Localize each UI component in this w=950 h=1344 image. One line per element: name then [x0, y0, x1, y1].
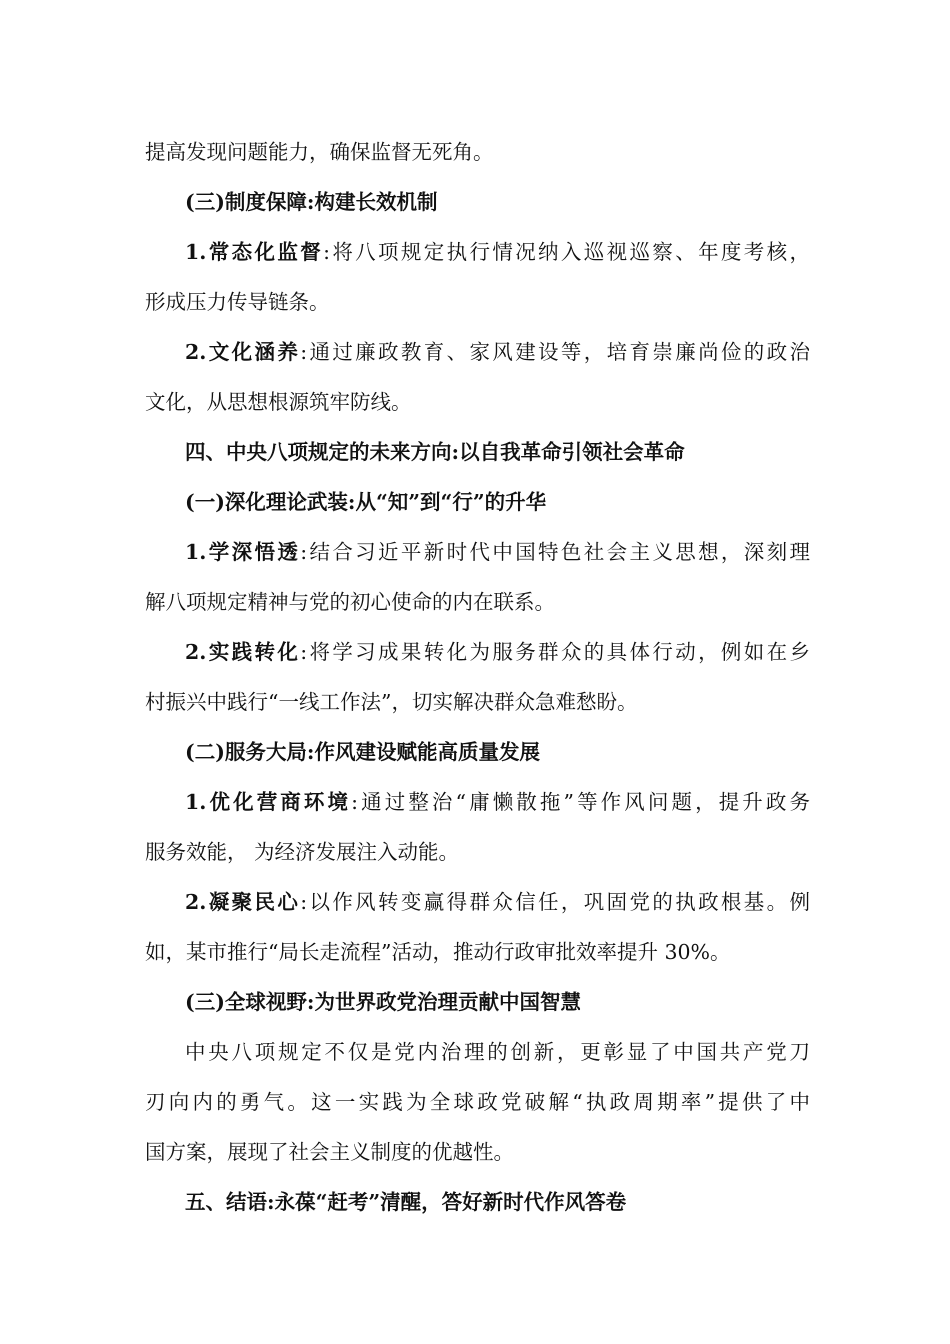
paragraph-line: 如，某市推行“局长走流程”活动，推动行政审批效率提升 30%。 — [145, 940, 731, 964]
item-text: :通过整治“庸懒散拖”等作风问题，提升政务 — [351, 790, 810, 814]
item-label: 1.常态化监督 — [185, 240, 324, 264]
paragraph-line — [185, 337, 810, 367]
paragraph-line — [185, 637, 810, 667]
item-label: 1.学深悟透 — [185, 540, 301, 564]
item-label: 1.优化营商环境 — [185, 790, 352, 814]
paragraph-line — [185, 537, 810, 567]
item-text: :以作风转变赢得群众信任，巩固党的执政根基。例 — [300, 890, 810, 914]
paragraph-line: 文化，从思想根源筑牢防线。 — [145, 390, 412, 414]
item-label: 2.凝聚民心 — [185, 890, 301, 914]
item-label: 2.文化涵养 — [185, 340, 301, 364]
item-text: :将学习成果转化为服务群众的具体行动，例如在乡 — [300, 640, 810, 664]
paragraph-line — [185, 237, 810, 267]
paragraph-line: 刃向内的勇气。这一实践为全球政党破解“执政周期率”提供了中 — [145, 1090, 810, 1114]
paragraph-line: 村振兴中践行“一线工作法”，切实解决群众急难愁盼。 — [145, 690, 638, 714]
section-heading: (一)深化理论武装:从“知”到“行”的升华 — [185, 490, 547, 514]
paragraph-line — [185, 887, 810, 917]
item-text: :通过廉政教育、家风建设等，培育崇廉尚俭的政治 — [300, 340, 810, 364]
item-text: :结合习近平新时代中国特色社会主义思想，深刻理 — [300, 540, 810, 564]
paragraph-line: 服务效能， 为经济发展注入动能。 — [145, 840, 460, 864]
paragraph-line — [185, 787, 810, 817]
item-label: 2.实践转化 — [185, 640, 301, 664]
paragraph-line: 解八项规定精神与党的初心使命的内在联系。 — [145, 590, 555, 614]
section-heading: (三)制度保障:构建长效机制 — [185, 190, 438, 214]
section-heading: (二)服务大局:作风建设赋能高质量发展 — [185, 740, 540, 764]
chapter-heading: 四、中央八项规定的未来方向:以自我革命引领社会革命 — [185, 440, 685, 464]
paragraph-line: 中央八项规定不仅是党内治理的创新，更彰显了中国共产党刀 — [185, 1040, 810, 1064]
chapter-heading: 五、结语:永葆“赶考”清醒，答好新时代作风答卷 — [185, 1190, 627, 1214]
paragraph-line: 提高发现问题能力，确保监督无死角。 — [145, 140, 494, 164]
paragraph-line: 国方案，展现了社会主义制度的优越性。 — [145, 1140, 514, 1164]
item-text: :将八项规定执行情况纳入巡视巡察、年度考核， — [323, 240, 810, 264]
paragraph-line: 形成压力传导链条。 — [145, 290, 330, 314]
section-heading: (三)全球视野:为世界政党治理贡献中国智慧 — [185, 990, 581, 1014]
